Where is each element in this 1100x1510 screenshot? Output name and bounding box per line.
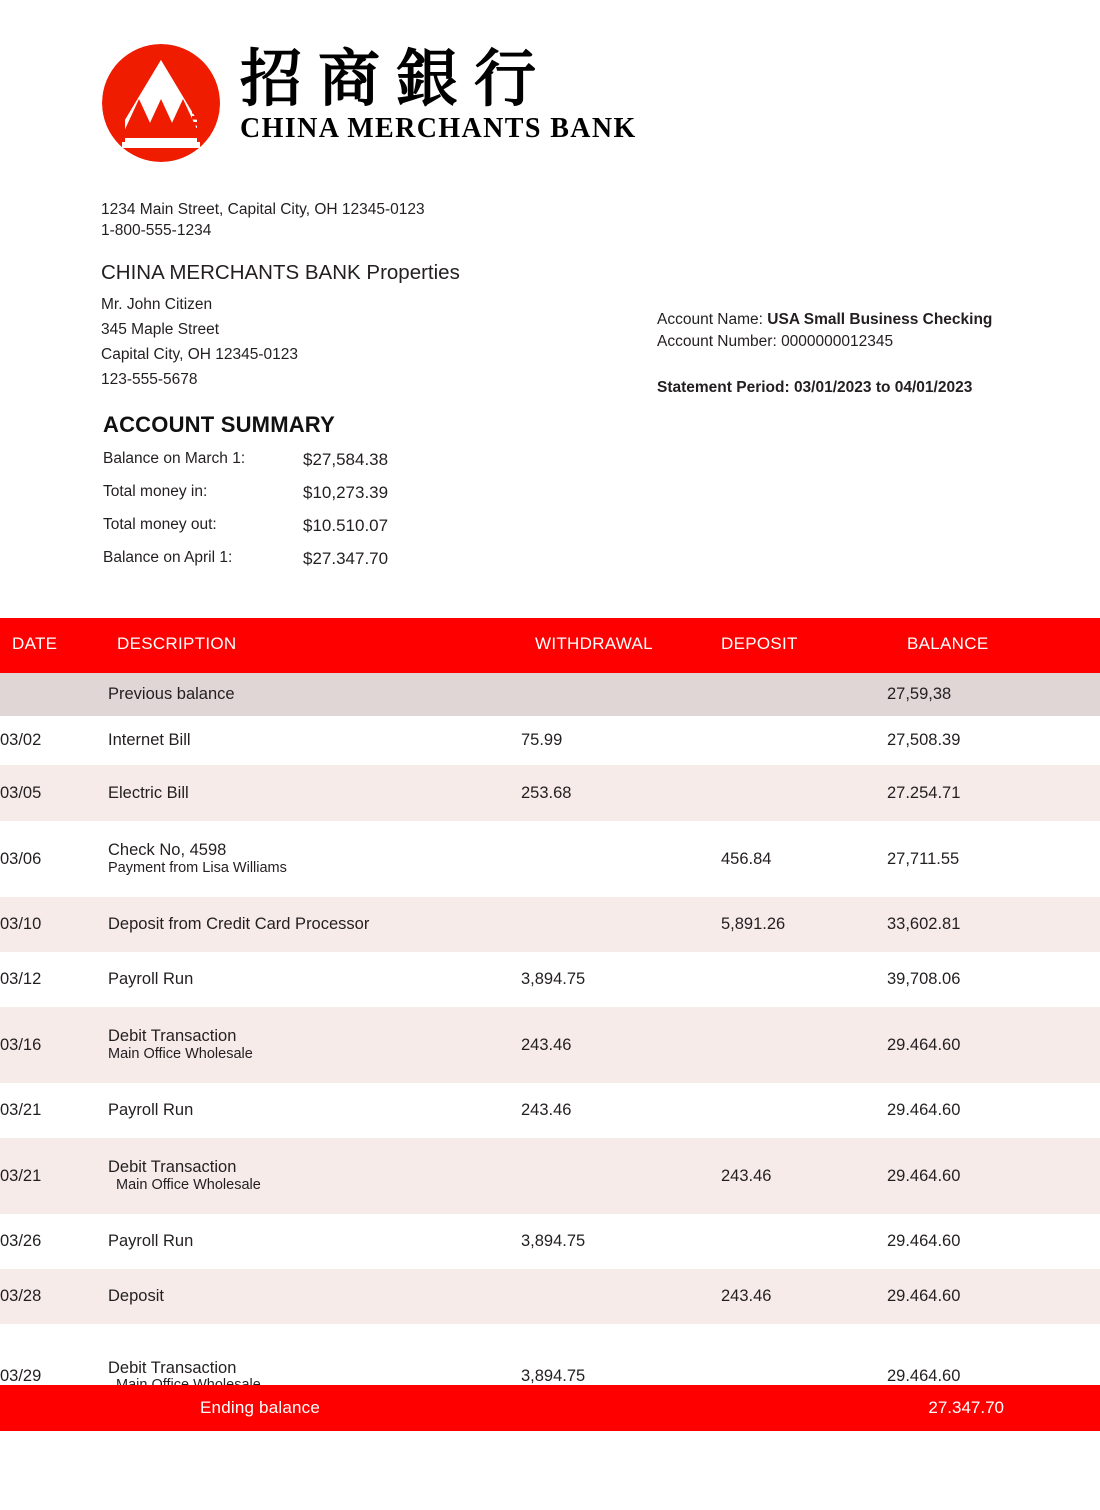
row-date: 03/05 (0, 783, 42, 802)
table-row[interactable] (0, 821, 1100, 897)
row-balance: 27,508.39 (887, 731, 961, 749)
row-withdrawal (521, 821, 721, 897)
recipient-street: 345 Maple Street (101, 320, 220, 338)
recipient-phone: 123-555-5678 (101, 370, 198, 388)
row-date: 03/21 (0, 1166, 42, 1185)
recipient-company: CHINA MERCHANTS BANK Properties (101, 261, 460, 284)
statement-period: Statement Period: 03/01/2023 to 04/01/2023 (657, 379, 973, 397)
row-description-main: Payroll Run (108, 970, 194, 989)
row-withdrawal (521, 1269, 721, 1324)
row-date: 03/21 (0, 1101, 42, 1119)
bank-phone: 1-800-555-1234 (101, 221, 212, 239)
row-description (108, 1083, 521, 1138)
row-description-sub: Main Office Wholesale (108, 1045, 253, 1062)
previous-balance-row (0, 673, 1100, 716)
row-balance: 29.464.60 (887, 1367, 961, 1385)
account-name-row (657, 309, 992, 331)
table-row[interactable] (0, 1214, 1100, 1269)
table-row[interactable] (0, 1007, 1100, 1083)
summary-row-label: Balance on March 1: (103, 450, 246, 467)
row-description (108, 1269, 521, 1324)
previous-balance-withdrawal (521, 673, 721, 716)
bank-address (101, 200, 425, 241)
account-number-row (657, 331, 992, 353)
summary-row-amount: $27.347.70 (303, 549, 389, 568)
row-date: 03/16 (0, 1035, 42, 1054)
row-deposit: 243.46 (721, 1166, 772, 1185)
table-row[interactable] (0, 1269, 1100, 1324)
summary-row-amount: $10.510.07 (303, 516, 389, 535)
row-balance: 33,602.81 (887, 915, 961, 933)
row-deposit (721, 765, 887, 821)
row-date: 03/06 (0, 849, 42, 868)
column-header-deposit[interactable]: DEPOSIT (721, 618, 887, 673)
previous-balance-deposit (721, 673, 887, 716)
row-description-main: Payroll Run (108, 1101, 194, 1120)
row-deposit (721, 1007, 887, 1083)
summary-row-amount: $27,584.38 (303, 450, 389, 469)
table-row[interactable] (0, 952, 1100, 1007)
row-date: 03/02 (0, 731, 42, 749)
row-description-main: Deposit from Credit Card Processor (108, 915, 370, 934)
bank-street-address: 1234 Main Street, Capital City, OH 12345-0123 (101, 201, 425, 218)
column-header-date[interactable]: DATE (0, 618, 108, 673)
account-number-label: Account Number: (657, 332, 777, 350)
row-description (108, 1214, 521, 1269)
row-balance: 29.464.60 (887, 1166, 961, 1185)
account-summary-section (103, 412, 388, 582)
previous-balance-amount: 27,59,38 (887, 685, 952, 703)
previous-balance-date (0, 673, 108, 716)
table-row[interactable] (0, 1138, 1100, 1214)
row-deposit (721, 952, 887, 1007)
row-description (108, 716, 521, 765)
row-description-sub: Main Office Wholesale (116, 1176, 261, 1193)
ending-balance-amount: 27.347.70 (928, 1398, 1004, 1417)
row-date: 03/10 (0, 915, 42, 933)
row-description-main: Debit Transaction (108, 1358, 237, 1377)
row-balance: 29.464.60 (887, 1101, 961, 1119)
row-balance: 29.464.60 (887, 1232, 961, 1250)
summary-row-label: Total money out: (103, 516, 217, 533)
row-date: 03/12 (0, 970, 42, 988)
row-balance: 29.464.60 (887, 1035, 961, 1054)
row-withdrawal: 75.99 (521, 731, 563, 749)
row-deposit: 5,891.26 (721, 915, 786, 933)
row-withdrawal: 253.68 (521, 783, 572, 802)
row-withdrawal (521, 1138, 721, 1214)
column-header-description[interactable]: DESCRIPTION (108, 618, 521, 673)
row-deposit (721, 1214, 887, 1269)
row-balance: 27,711.55 (887, 849, 960, 868)
row-description (108, 952, 521, 1007)
row-description (108, 1138, 521, 1214)
row-date: 03/26 (0, 1232, 42, 1250)
column-header-withdrawal[interactable]: WITHDRAWAL (521, 618, 721, 673)
row-withdrawal (521, 897, 721, 952)
row-description-main: Internet Bill (108, 731, 191, 750)
account-name-label: Account Name: (657, 311, 763, 328)
table-row[interactable] (0, 897, 1100, 952)
row-description-sub: Payment from Lisa Williams (108, 859, 287, 876)
row-withdrawal: 3,894.75 (521, 1232, 586, 1250)
summary-row-amount: $10,273.39 (303, 483, 389, 502)
china-merchants-bank-logo-icon (100, 42, 222, 164)
row-date: 03/28 (0, 1287, 42, 1305)
row-date: 03/29 (0, 1367, 42, 1385)
row-balance: 29.464.60 (887, 1287, 961, 1305)
row-description-main: Electric Bill (108, 783, 189, 802)
row-description-main: Payroll Run (108, 1232, 194, 1251)
row-withdrawal: 3,894.75 (521, 1367, 586, 1385)
row-description (108, 765, 521, 821)
row-deposit: 243.46 (721, 1287, 772, 1305)
transactions-section (0, 618, 1100, 1429)
row-deposit (721, 716, 887, 765)
summary-row-label: Total money in: (103, 483, 208, 500)
row-balance: 27.254.71 (887, 783, 961, 802)
ending-balance-bar (0, 1385, 1100, 1431)
account-summary-title: ACCOUNT SUMMARY (103, 412, 335, 437)
table-row[interactable] (0, 1083, 1100, 1138)
recipient-city-state-zip: Capital City, OH 12345-0123 (101, 345, 299, 363)
summary-row (103, 516, 388, 549)
account-info-block (657, 309, 992, 397)
row-withdrawal: 243.46 (521, 1101, 572, 1119)
bank-logo-block (100, 42, 637, 164)
summary-row (103, 483, 388, 516)
table-row[interactable] (0, 765, 1100, 821)
transactions-table-header (0, 618, 1100, 673)
transactions-table-body (0, 673, 1100, 1429)
bank-name-english: CHINA MERCHANTS BANK (240, 113, 637, 145)
summary-row (103, 450, 388, 483)
row-balance: 39,708.06 (887, 970, 961, 988)
ending-balance-label: Ending balance (200, 1398, 321, 1417)
table-header-row (0, 618, 1100, 673)
row-description-main: Check No, 4598 (108, 841, 227, 860)
row-deposit (721, 1083, 887, 1138)
row-deposit: 456.84 (721, 849, 772, 868)
recipient-address-block (101, 260, 460, 392)
row-description-main: Debit Transaction (108, 1027, 237, 1046)
row-description (108, 897, 521, 952)
row-description (108, 821, 521, 897)
account-summary-table (103, 450, 388, 582)
row-withdrawal: 243.46 (521, 1035, 572, 1054)
account-number-value: 0000000012345 (781, 332, 894, 350)
row-description-main: Deposit (108, 1287, 164, 1306)
row-withdrawal: 3,894.75 (521, 970, 586, 988)
transactions-table (0, 618, 1100, 1429)
previous-balance-description: Previous balance (108, 685, 235, 704)
recipient-name: Mr. John Citizen (101, 295, 213, 313)
account-name-value: USA Small Business Checking (767, 311, 993, 328)
row-description (108, 1007, 521, 1083)
table-row[interactable] (0, 716, 1100, 765)
bank-name-chinese: 招商銀行 (240, 42, 553, 115)
summary-row (103, 549, 388, 582)
row-description-main: Debit Transaction (108, 1158, 237, 1177)
summary-row-label: Balance on April 1: (103, 549, 233, 566)
column-header-balance[interactable]: BALANCE (887, 618, 1100, 673)
